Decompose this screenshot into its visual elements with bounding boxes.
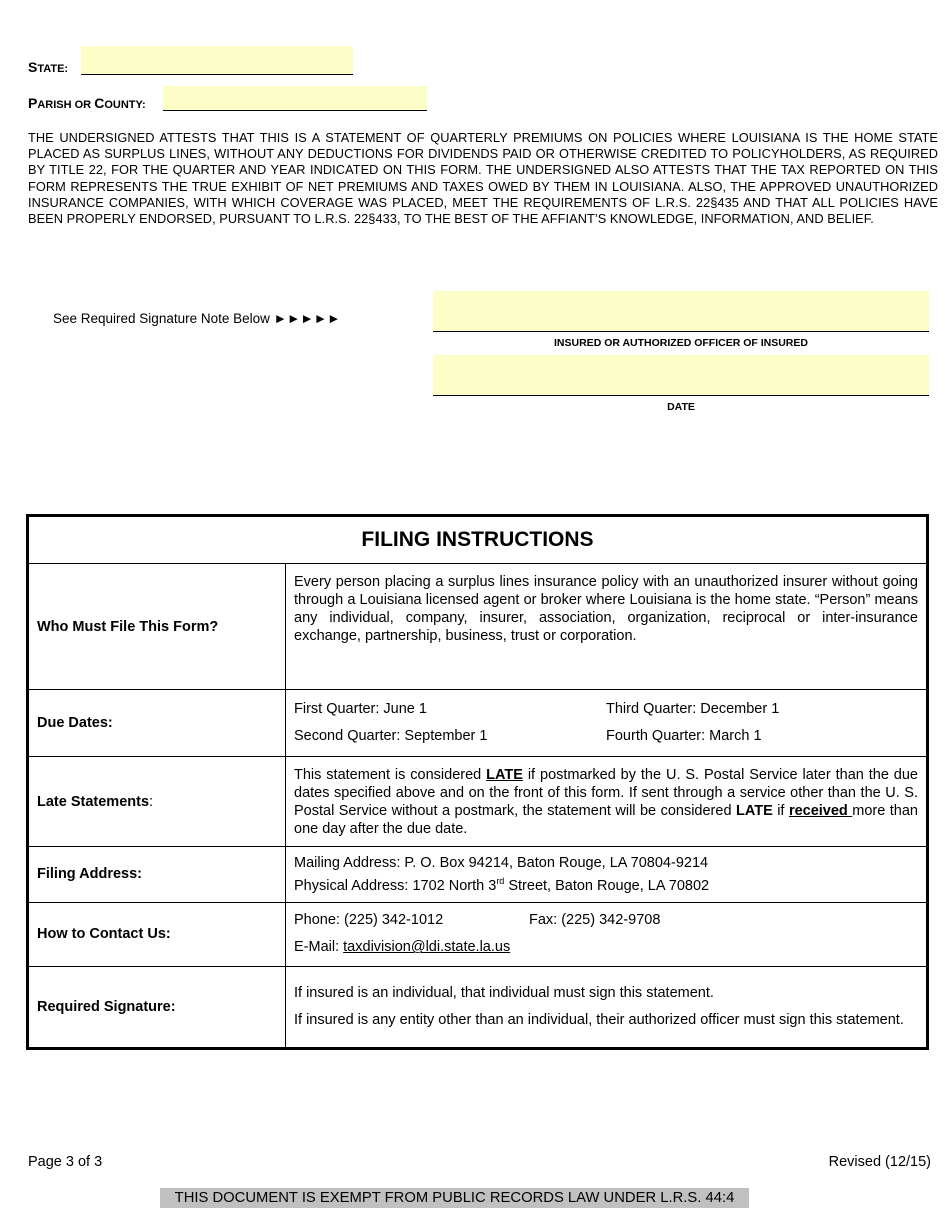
attestation-text: THE UNDERSIGNED ATTESTS THAT THIS IS A STATEMENT OF QUARTERLY PREMIUMS ON POLICIES WHERE LOUISIANA IS THE HOME STATE PLACED AS SURPLUS LINES, WITHOUT ANY DEDUCTIONS FOR DIVIDENDS PAID OR OTHERWISE CREDITED TO POLICYHOLDERS, AS REQUIRED BY TITLE 22, FOR THE QUARTER AND YEAR INDICATED ON THIS FORM. THE UNDERSIGNED ALSO ATTESTS THAT THE TAX REPORTED ON THIS FORM REPRESENTS THE TRUE EXHIBIT OF NET PREMIUMS AND TAXES OWED BY THEM IN LOUISIANA. ALSO, THE APPROVED UNAUTHORIZED INSURANCE COMPANIES, WITH WHICH COVERAGE WAS PLACED, MEET THE REQUIREMENTS OF L.R.S. 22§435 AND THAT ALL POLICIES HAVE BEEN PROPERLY ENDORSED, PURSUANT TO L.R.S. 22§433, TO THE BEST OF THE AFFIANT’S KNOWLEDGE, INFORMATION, AND BELIEF. <box>28 130 938 227</box>
county-label-initial: C <box>94 95 105 111</box>
late-received: received <box>788 802 853 819</box>
late-text-4: more than one day after the due date. <box>294 802 918 837</box>
late-text-2: if postmarked by the U. S. Postal Service later than the due dates specified above and on the front of this form. If sent through a service other than the U. S. Postal Service without a postmark, the statement will be considered <box>294 766 918 819</box>
signature-caption: INSURED OR AUTHORIZED OFFICER OF INSURED <box>554 337 808 349</box>
signature-input[interactable] <box>433 291 929 332</box>
contact-phone: Phone: (225) 342-1012 <box>294 912 444 929</box>
late-statements-label <box>28 757 286 847</box>
instructions-title: FILING INSTRUCTIONS <box>28 516 928 564</box>
due-date-q2: Second Quarter: September 1 <box>294 728 488 744</box>
late-label-text: Late Statements <box>37 793 150 810</box>
late-text-3: if <box>772 802 789 819</box>
signature-note: See Required Signature Note Below ►►►►► <box>53 311 341 326</box>
late-emphasis-2: LATE <box>735 802 773 819</box>
page-number: Page 3 of 3 <box>28 1154 103 1170</box>
exempt-notice: THIS DOCUMENT IS EXEMPT FROM PUBLIC RECORDS LAW UNDER L.R.S. 44:4 <box>160 1188 749 1208</box>
due-dates-cell <box>286 690 928 757</box>
due-date-q1: First Quarter: June 1 <box>294 701 427 717</box>
email-label: E-Mail: <box>294 939 344 956</box>
late-statements-text <box>286 757 928 847</box>
late-text-1: This statement is considered <box>294 766 487 783</box>
physical-address <box>294 872 918 895</box>
contact-fax: Fax: (225) 342-9708 <box>529 912 661 929</box>
who-must-file-label: Who Must File This Form? <box>28 564 286 690</box>
county-label-rest: OUNTY: <box>104 99 146 111</box>
date-caption: DATE <box>667 401 695 413</box>
state-label-initial: S <box>28 59 38 75</box>
physical-address-sup: rd <box>496 876 505 886</box>
state-label-rest: TATE: <box>37 63 69 75</box>
contact-cell <box>286 902 928 966</box>
parish-label-rest: ARISH OR <box>37 99 95 111</box>
revision-date: Revised (12/15) <box>828 1154 931 1170</box>
email-link[interactable]: taxdivision@ldi.state.la.us <box>343 939 511 956</box>
contact-email-row <box>294 934 918 961</box>
filing-instructions-table <box>26 514 929 1050</box>
due-date-q4: Fourth Quarter: March 1 <box>606 728 762 744</box>
filing-address-cell <box>286 847 928 903</box>
late-label-colon: : <box>149 793 154 810</box>
state-label <box>28 59 68 75</box>
parish-label-initial: P <box>28 95 38 111</box>
signature-rule-2: If insured is any entity other than an individual, their authorized officer must sign this statement. <box>294 1012 904 1029</box>
required-signature-label: Required Signature: <box>28 966 286 1048</box>
mailing-address: Mailing Address: P. O. Box 94214, Baton Rouge, LA 70804-9214 <box>294 855 709 871</box>
physical-address-a: Physical Address: 1702 North 3 <box>294 877 497 894</box>
filing-address-label: Filing Address: <box>28 847 286 903</box>
signature-rule-1: If insured is an individual, that individual must sign this statement. <box>294 985 714 1002</box>
who-must-file-text: Every person placing a surplus lines insurance policy with an unauthorized insurer without going through a Louisiana licensed agent or broker where Louisiana is the home state. “Person” means any individual, company, insurer, association, organization, reciprocal or inter-insurance exchange, partnership, business, trust or corporation. <box>286 564 928 690</box>
late-emphasis-1: LATE <box>486 766 523 783</box>
due-dates-label: Due Dates: <box>28 690 286 757</box>
due-date-q3: Third Quarter: December 1 <box>606 701 780 717</box>
physical-address-b: Street, Baton Rouge, LA 70802 <box>504 877 710 894</box>
contact-label: How to Contact Us: <box>28 902 286 966</box>
required-signature-cell <box>286 966 928 1048</box>
state-input[interactable] <box>81 46 353 75</box>
parish-county-label <box>28 95 146 111</box>
date-input[interactable] <box>433 355 929 396</box>
parish-county-input[interactable] <box>163 86 427 111</box>
